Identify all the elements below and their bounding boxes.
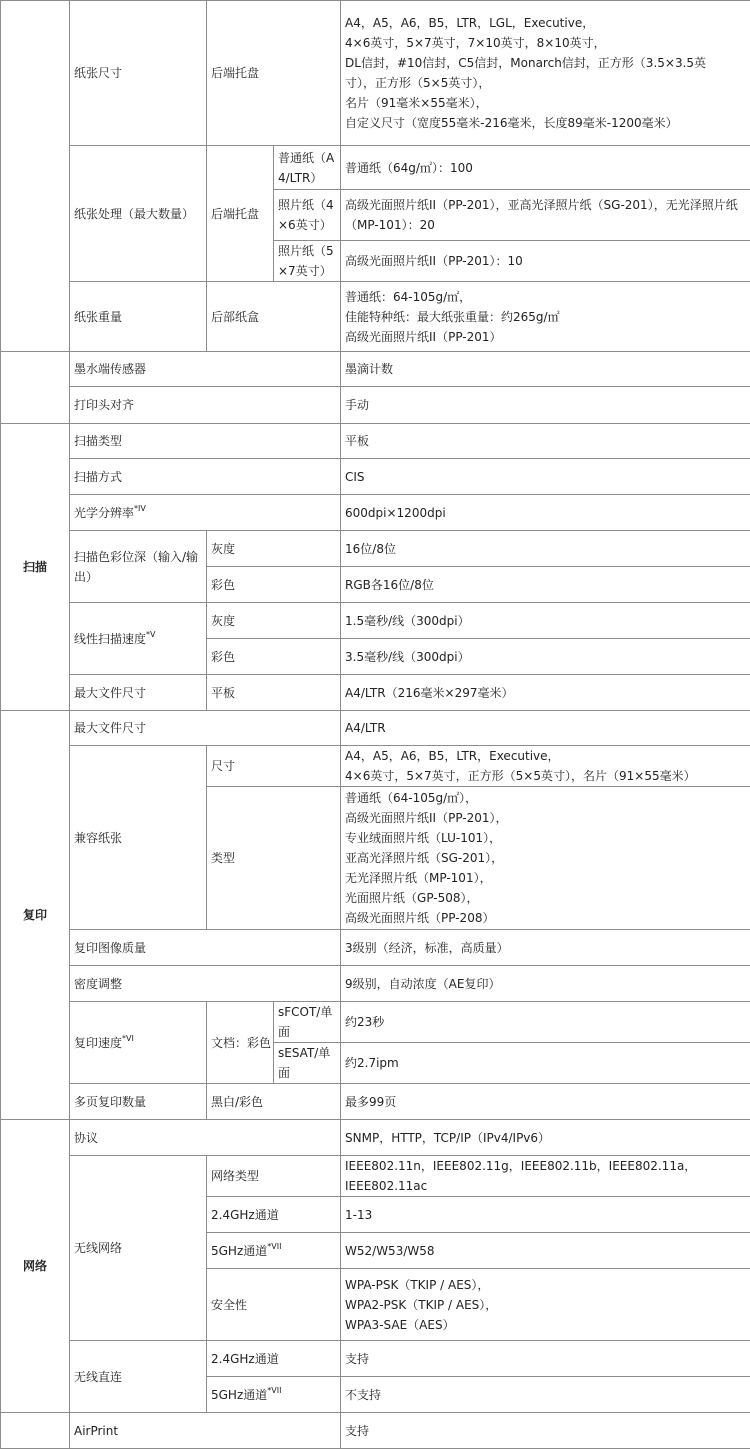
row-copy-speed <box>1 1002 750 1043</box>
wireless-5-value: W52/W53/W58 <box>341 1233 750 1269</box>
copy-speed-label <box>70 1002 207 1084</box>
airprint-value: 支持 <box>341 1413 750 1449</box>
paper-size-line: DL信封，#10信封，C5信封，Monarch信封，正方形（3.5×3.5英 <box>345 53 750 73</box>
copy-multi-sub: 黑白/彩色 <box>207 1084 341 1120</box>
line-speed-gray-label: 灰度 <box>207 603 341 639</box>
wireless-label: 无线网络 <box>70 1156 207 1341</box>
paper-size-line: A4，A5，A6，B5，LTR，LGL，Executive， <box>345 13 750 33</box>
color-depth-color-value: RGB各16位/8位 <box>341 567 750 603</box>
section-print <box>1 1 70 352</box>
wireless-security-line: WPA2-PSK（TKIP / AES）， <box>345 1295 750 1315</box>
footnote-mark: *VII <box>267 1242 281 1251</box>
paper-weight-source: 后部纸盒 <box>207 282 341 352</box>
direct-24-value: 支持 <box>341 1341 750 1377</box>
wireless-24-label: 2.4GHz通道 <box>207 1197 341 1233</box>
optical-res-value: 600dpi×1200dpi <box>341 495 750 531</box>
paper-handling-value: 高级光面照片纸II（PP-201），亚高光泽照片纸（SG-201），无光泽照片纸（MP-101）：20 <box>341 190 750 241</box>
compat-type-line: 高级光面照片纸II（PP-201）， <box>345 808 750 828</box>
footnote-mark: *V <box>146 630 155 639</box>
line-speed-gray-value: 1.5毫秒/线（300dpi） <box>341 603 750 639</box>
row-scan-type <box>1 424 750 459</box>
wireless-type-line: IEEE802.11n，IEEE802.11g，IEEE802.11b，IEEE802.11a， <box>345 1156 750 1176</box>
airprint-label: AirPrint <box>70 1413 341 1449</box>
row-head-alignment <box>1 387 750 424</box>
footnote-mark: *VII <box>267 1386 281 1395</box>
paper-size-value <box>341 1 750 146</box>
optical-res-label <box>70 495 341 531</box>
paper-weight-line: 佳能特种纸：最大纸张重量：约265g/㎡ <box>345 307 750 327</box>
wireless-5-label <box>207 1233 341 1269</box>
row-paper-weight <box>1 282 750 352</box>
paper-size-line: 自定义尺寸（宽度55毫米-216毫米，长度89毫米-1200毫米） <box>345 113 750 133</box>
row-protocol <box>1 1120 750 1156</box>
compat-type-line: 无光泽照片纸（MP-101）， <box>345 868 750 888</box>
line-speed-text: 线性扫描速度 <box>74 632 146 646</box>
scan-max-doc-value: A4/LTR（216毫米×297毫米） <box>341 675 750 711</box>
color-depth-label: 扫描色彩位深（输入/输出） <box>70 531 207 603</box>
color-depth-color-label: 彩色 <box>207 567 341 603</box>
row-line-speed <box>1 603 750 639</box>
paper-size-line: 4×6英寸，5×7英寸，7×10英寸，8×10英寸， <box>345 33 750 53</box>
paper-size-line: 名片（91毫米×55毫米）， <box>345 93 750 113</box>
ink-sensor-label: 墨水端传感器 <box>70 352 341 387</box>
compat-type-line: 亚高光泽照片纸（SG-201）， <box>345 848 750 868</box>
copy-density-value: 9级别，自动浓度（AE复印） <box>341 966 750 1002</box>
head-alignment-label: 打印头对齐 <box>70 387 341 424</box>
direct-5-text: 5GHz通道 <box>211 1388 267 1402</box>
line-speed-color-label: 彩色 <box>207 639 341 675</box>
section-print-cont <box>1 352 70 424</box>
paper-weight-line: 普通纸：64-105g/㎡， <box>345 287 750 307</box>
row-optical-res <box>1 495 750 531</box>
protocol-label: 协议 <box>70 1120 341 1156</box>
wireless-type-value <box>341 1156 750 1197</box>
scan-type-label: 扫描类型 <box>70 424 341 459</box>
compat-type-label: 类型 <box>207 787 341 930</box>
paper-handling-type: 普通纸（A4/LTR） <box>274 146 341 190</box>
compat-paper-label: 兼容纸张 <box>70 746 207 930</box>
copy-speed-doc: 文档：彩色 <box>207 1002 274 1084</box>
row-copy-quality <box>1 930 750 966</box>
scan-max-doc-sub: 平板 <box>207 675 341 711</box>
row-scan-method <box>1 459 750 495</box>
wireless-security-label: 安全性 <box>207 1269 341 1341</box>
wireless-24-value: 1-13 <box>341 1197 750 1233</box>
copy-speed-sesat-value: 约2.7ipm <box>341 1043 750 1084</box>
head-alignment-value: 手动 <box>341 387 750 424</box>
direct-label: 无线直连 <box>70 1341 207 1413</box>
compat-size-line: 4×6英寸，5×7英寸，正方形（5×5英寸），名片（91×55毫米） <box>345 766 750 786</box>
ink-sensor-value: 墨滴计数 <box>341 352 750 387</box>
direct-5-value: 不支持 <box>341 1377 750 1413</box>
footnote-mark: *VI <box>122 1034 134 1043</box>
row-paper-handling <box>1 146 750 190</box>
compat-size-value <box>341 746 750 787</box>
scan-method-value: CIS <box>341 459 750 495</box>
paper-weight-value <box>341 282 750 352</box>
row-wireless-type <box>1 1156 750 1197</box>
paper-size-source: 后端托盘 <box>207 1 341 146</box>
copy-multi-value: 最多99页 <box>341 1084 750 1120</box>
copy-quality-value: 3级别（经济，标准，高质量） <box>341 930 750 966</box>
row-copy-multi <box>1 1084 750 1120</box>
section-copy: 复印 <box>1 711 70 1120</box>
compat-type-line: 光面照片纸（GP-508）， <box>345 888 750 908</box>
section-scan: 扫描 <box>1 424 70 711</box>
wireless-type-line: IEEE802.11ac <box>345 1176 750 1196</box>
paper-size-line: 寸），正方形（5×5英寸）， <box>345 73 750 93</box>
compat-type-line: 普通纸（64-105g/㎡）， <box>345 788 750 808</box>
paper-size-label: 纸张尺寸 <box>70 1 207 146</box>
paper-handling-value: 高级光面照片纸II（PP-201）：10 <box>341 241 750 282</box>
paper-handling-type: 照片纸（5×7英寸） <box>274 241 341 282</box>
paper-weight-label: 纸张重量 <box>70 282 207 352</box>
wireless-type-label: 网络类型 <box>207 1156 341 1197</box>
scan-max-doc-label: 最大文件尺寸 <box>70 675 207 711</box>
section-network: 网络 <box>1 1120 70 1413</box>
wireless-security-value <box>341 1269 750 1341</box>
row-ink-sensor <box>1 352 750 387</box>
copy-speed-sfcot-value: 约23秒 <box>341 1002 750 1043</box>
protocol-value: SNMP，HTTP，TCP/IP（IPv4/IPv6） <box>341 1120 750 1156</box>
row-copy-density <box>1 966 750 1002</box>
line-speed-color-value: 3.5毫秒/线（300dpi） <box>341 639 750 675</box>
scan-method-label: 扫描方式 <box>70 459 341 495</box>
line-speed-label <box>70 603 207 675</box>
row-scan-max-doc <box>1 675 750 711</box>
wireless-5-text: 5GHz通道 <box>211 1244 267 1258</box>
copy-max-doc-value: A4/LTR <box>341 711 750 746</box>
paper-handling-value: 普通纸（64g/㎡）：100 <box>341 146 750 190</box>
row-color-depth <box>1 531 750 567</box>
wireless-security-line: WPA-PSK（TKIP / AES）， <box>345 1275 750 1295</box>
paper-handling-source: 后端托盘 <box>207 146 274 282</box>
copy-max-doc-label: 最大文件尺寸 <box>70 711 341 746</box>
compat-type-line: 高级光面照片纸（PP-208） <box>345 908 750 928</box>
paper-handling-type: 照片纸（4×6英寸） <box>274 190 341 241</box>
row-direct-24 <box>1 1341 750 1377</box>
copy-speed-text: 复印速度 <box>74 1036 122 1050</box>
color-depth-gray-value: 16位/8位 <box>341 531 750 567</box>
compat-size-label: 尺寸 <box>207 746 341 787</box>
row-copy-max-doc <box>1 711 750 746</box>
paper-weight-line: 高级光面照片纸II（PP-201） <box>345 327 750 347</box>
copy-quality-label: 复印图像质量 <box>70 930 341 966</box>
copy-multi-label: 多页复印数量 <box>70 1084 207 1120</box>
paper-handling-label: 纸张处理（最大数量） <box>70 146 207 282</box>
row-paper-size <box>1 1 750 146</box>
copy-speed-sesat-label: sESAT/单面 <box>274 1043 341 1084</box>
copy-density-label: 密度调整 <box>70 966 341 1002</box>
direct-5-label <box>207 1377 341 1413</box>
compat-size-line: A4，A5，A6，B5，LTR，Executive， <box>345 746 750 766</box>
compat-type-line: 专业绒面照片纸（LU-101）， <box>345 828 750 848</box>
color-depth-gray-label: 灰度 <box>207 531 341 567</box>
direct-24-label: 2.4GHz通道 <box>207 1341 341 1377</box>
row-compat-size <box>1 746 750 787</box>
scan-type-value: 平板 <box>341 424 750 459</box>
copy-speed-sfcot-label: sFCOT/单面 <box>274 1002 341 1043</box>
compat-type-value <box>341 787 750 930</box>
footnote-mark: *IV <box>134 504 146 513</box>
wireless-security-line: WPA3-SAE（AES） <box>345 1315 750 1335</box>
optical-res-text: 光学分辨率 <box>74 506 134 520</box>
